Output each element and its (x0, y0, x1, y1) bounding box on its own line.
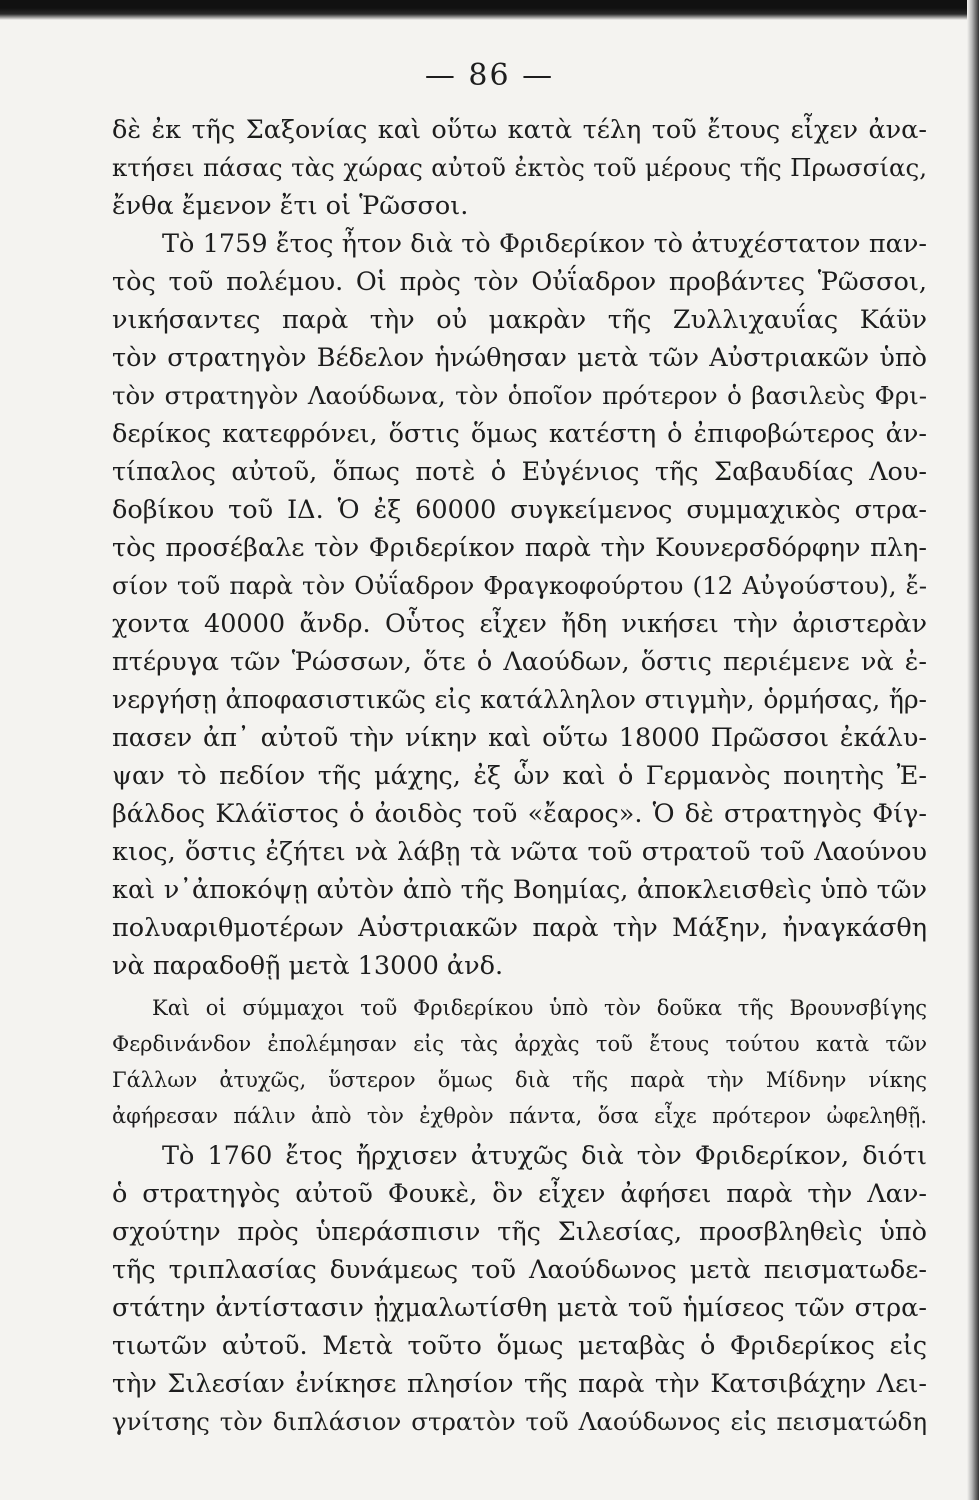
text-line: τὸς τοῦ πολέμου. Οἱ πρὸς τὸν Οὐΐαδρον προβάντες Ῥῶσσοι, (112, 267, 927, 297)
text-line: καὶ ν᾽ἀποκόψῃ αὐτὸν ἀπὸ τῆς Βοημίας, ἀποκλεισθεὶς ὑπὸ τῶν (112, 875, 927, 905)
text-line: νικήσαντες παρὰ τὴν οὐ μακρὰν τῆς Ζυλλιχαυΐας Κάϋν (112, 305, 927, 335)
text-line: τιωτῶν αὐτοῦ. Μετὰ τοῦτο ὅμως μεταβὰς ὁ Φριδερίκος εἰς (112, 1331, 927, 1361)
text-line: κιος, ὅστις ἐζήτει νὰ λάβῃ τὰ νῶτα τοῦ στρατοῦ τοῦ Λαούνου (112, 837, 927, 867)
text-line: τὸν στρατηγὸν Λαούδωνα, τὸν ὁποῖον πρότερον ὁ βασιλεὺς Φρι- (112, 381, 927, 410)
text-line: τὸν στρατηγὸν Βέδελον ἡνώθησαν μετὰ τῶν Αὐστριακῶν ὑπὸ (112, 343, 927, 373)
text-line: ἀφήρεσαν πάλιν ἀπὸ τὸν ἐχθρὸν πάντα, ὅσα εἶχε πρότερον ὠφεληθῇ. (112, 1104, 927, 1128)
text-line: ψαν τὸ πεδίον τῆς μάχης, ἐξ ὧν καὶ ὁ Γερμανὸς ποιητὴς Ἐ- (112, 761, 927, 791)
scan-top-edge (0, 0, 979, 20)
text-line: πασεν ἀπ᾽ αὐτοῦ τὴν νίκην καὶ οὕτω 18000 Πρῶσσοι ἐκάλυ- (112, 723, 927, 753)
text-line: βάλδος Κλάϊστος ὁ ἀοιδὸς τοῦ «ἔαρος». Ὁ δὲ στρατηγὸς Φίγ- (112, 799, 927, 829)
text-line: ἔνθα ἔμενον ἔτι οἱ Ῥῶσσοι. (112, 191, 469, 221)
text-line: Φερδινάνδον ἐπολέμησαν εἰς τὰς ἀρχὰς τοῦ ἔτους τούτου κατὰ τῶν (112, 1032, 927, 1056)
text-line: τίπαλος αὐτοῦ, ὅπως ποτὲ ὁ Εὐγένιος τῆς Σαβαυδίας Λου- (112, 457, 927, 487)
scan-right-edge (967, 0, 979, 1500)
text-line: τὸς προσέβαλε τὸν Φριδερίκον παρὰ τὴν Κουνερσδόρφην πλη- (112, 533, 927, 563)
text-line: σχούτην πρὸς ὑπεράσπισιν τῆς Σιλεσίας, προσβληθεὶς ὑπὸ (112, 1217, 927, 1247)
text-line: δὲ ἐκ τῆς Σαξονίας καὶ οὕτω κατὰ τέλη τοῦ ἔτους εἶχεν ἀνα- (112, 115, 927, 145)
text-line: στάτην ἀντίστασιν ᾐχμαλωτίσθη μετὰ τοῦ ἡμίσεος τῶν στρα- (112, 1293, 927, 1323)
text-line: Καὶ οἱ σύμμαχοι τοῦ Φριδερίκου ὑπὸ τὸν δοῦκα τῆς Βρουνσβίγης (152, 996, 927, 1020)
text-line: ὁ στρατηγὸς αὐτοῦ Φουκὲ, ὃν εἶχεν ἀφήσει παρὰ τὴν Λαν- (112, 1179, 927, 1209)
text-line: Γάλλων ἀτυχῶς, ὕστερον ὅμως διὰ τῆς παρὰ τὴν Μίδνην νίκης (112, 1068, 927, 1092)
text-line: σίον τοῦ παρὰ τὸν Οὐΐαδρον Φραγκοφούρτου (12 Αὐγούστου), ἔ- (112, 571, 927, 600)
text-line: Τὸ 1760 ἔτος ἤρχισεν ἀτυχῶς διὰ τὸν Φριδερίκον, διότι (162, 1141, 927, 1171)
text-line: γνίτσης τὸν διπλάσιον στρατὸν τοῦ Λαούδωνος εἰς πεισματώδη (112, 1407, 927, 1436)
text-line: νὰ παραδοθῇ μετὰ 13000 ἀνδ. (112, 951, 504, 981)
text-line: πτέρυγα τῶν Ῥώσσων, ὅτε ὁ Λαούδων, ὅστις περιέμενε νὰ ἐ- (112, 647, 927, 677)
text-line: κτήσει πάσας τὰς χώρας αὐτοῦ ἐκτὸς τοῦ μέρους τῆς Πρωσσίας, (112, 153, 927, 182)
text-line: πολυαριθμοτέρων Αὐστριακῶν παρὰ τὴν Μάξην, ἠναγκάσθη (112, 913, 927, 943)
text-line: χοντα 40000 ἄνδρ. Οὗτος εἶχεν ἤδη νικήσει τὴν ἀριστερὰν (112, 609, 927, 639)
text-line: Τὸ 1759 ἔτος ἦτον διὰ τὸ Φριδερίκον τὸ ἀτυχέστατον παν- (162, 229, 927, 259)
page-number: — 86 — (424, 58, 555, 93)
text-line: τὴν Σιλεσίαν ἐνίκησε πλησίον τῆς παρὰ τὴν Κατσιβάχην Λει- (112, 1369, 927, 1399)
text-line: δερίκος κατεφρόνει, ὅστις ὅμως κατέστη ὁ ἐπιφοβώτερος ἀν- (112, 419, 927, 449)
text-line: τῆς τριπλασίας δυνάμεως τοῦ Λαούδωνος μετὰ πεισματωδε- (112, 1255, 927, 1285)
text-line: νεργήσῃ ἀποφασιστικῶς εἰς κατάλληλον στιγμὴν, ὁρμήσας, ἥρ- (112, 685, 927, 714)
text-line: δοβίκου τοῦ ΙΔ. Ὁ ἐξ 60000 συγκείμενος συμμαχικὸς στρα- (112, 495, 927, 525)
